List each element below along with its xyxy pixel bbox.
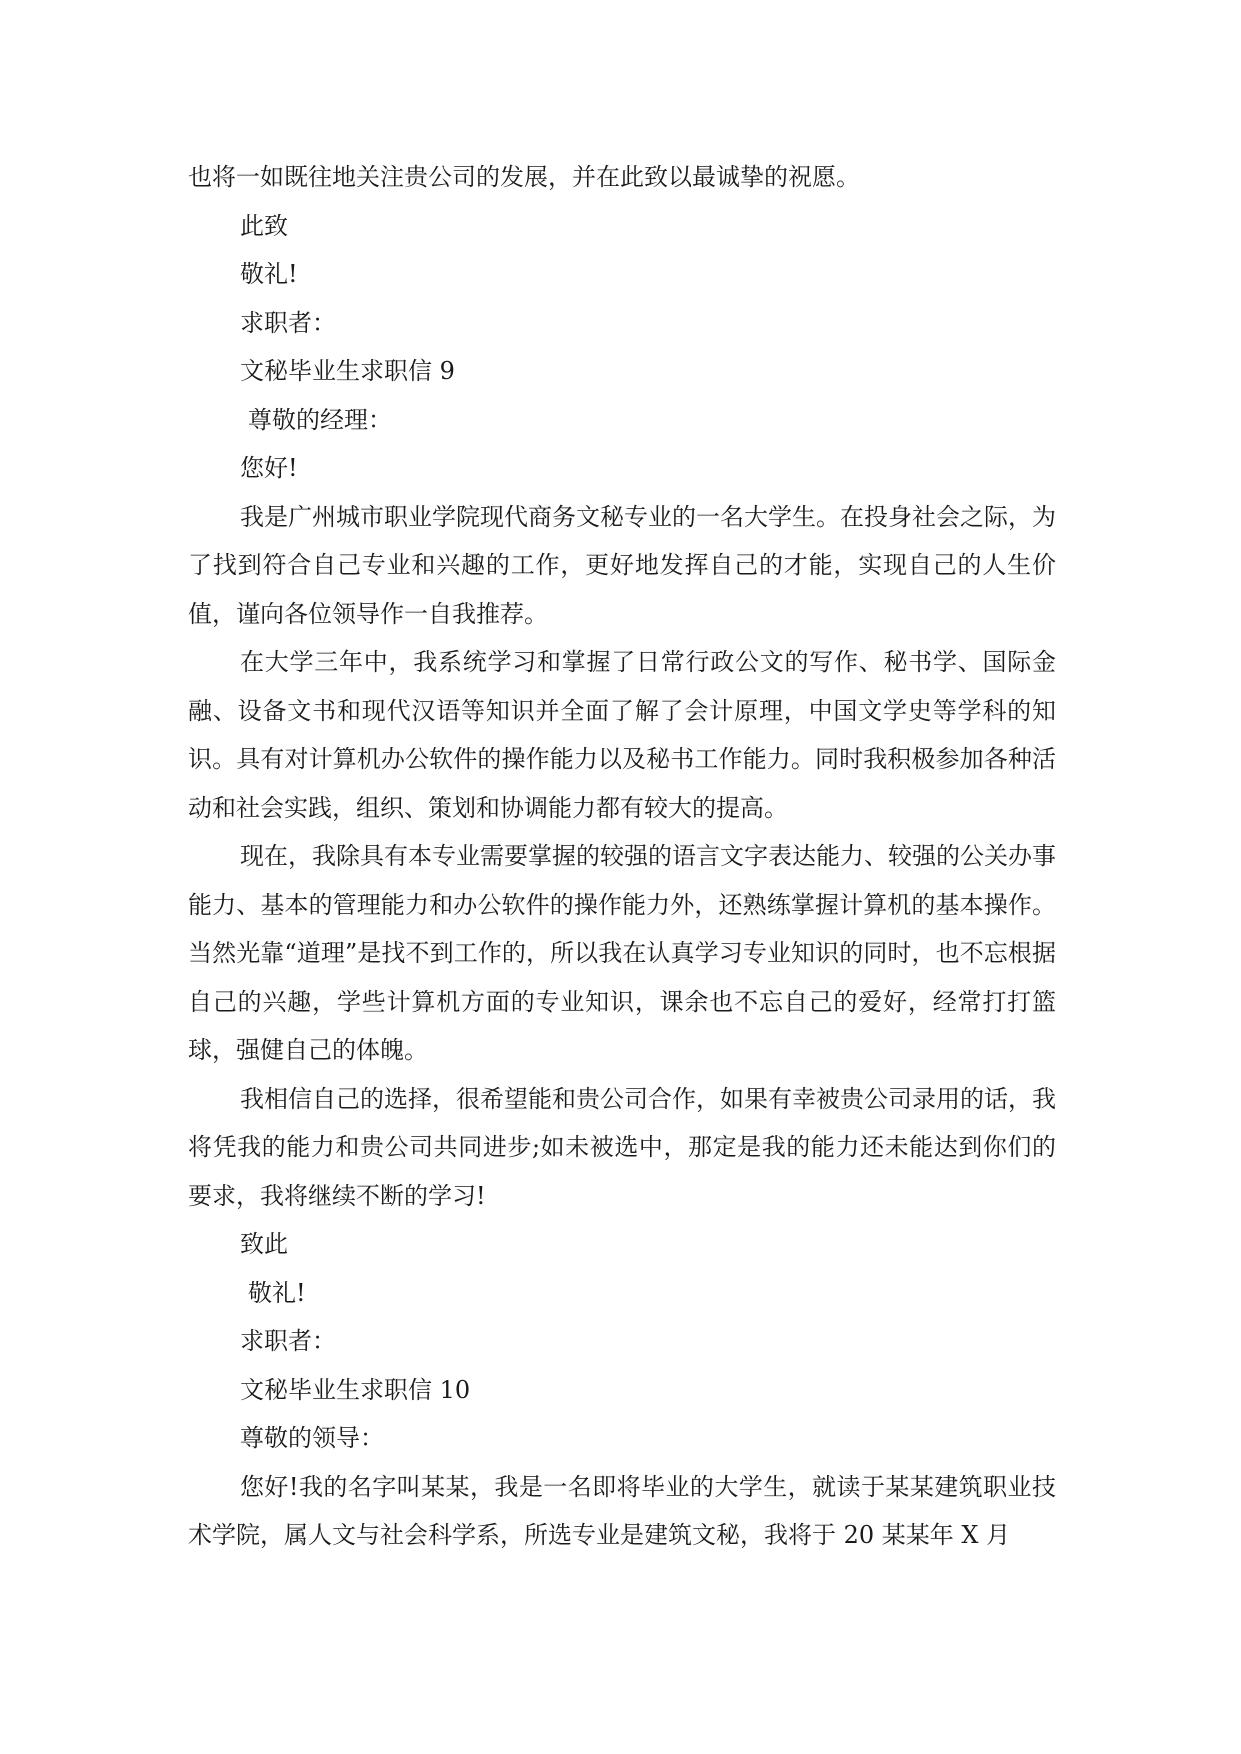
signature-applicant-2: 求职者： <box>240 1327 336 1355</box>
paragraph-study: 在大学三年中，我系统学习和掌握了日常行政公文的写作、秘书学、国际金融、设备文书和现代汉语等知识并全面了解了会计原理，中国文学史等学科的知识。具有对计算机办公软件的操作能力以及秘书工作能力。同时我积极参加各种活动和社会实践，组织、策划和协调能力都有较大的提高。 <box>188 648 1056 822</box>
salutation-zhici: 致此 <box>240 1230 288 1258</box>
paragraph-self-intro: 您好!我的名字叫某某，我是一名即将毕业的大学生，就读于某某建筑职业技术学院，属人文与社会科学系，所选专业是建筑文秘，我将于 20 某某年 X 月 <box>188 1472 1056 1549</box>
greeting-hello: 您好! <box>240 454 298 482</box>
salutation-cizhi: 此致 <box>240 211 288 240</box>
greeting-manager: 尊敬的经理： <box>248 405 392 434</box>
paragraph-hope: 我相信自己的选择，很希望能和贵公司合作，如果有幸被贵公司录用的话，我将凭我的能力和贵公司共同进步;如未被选中，那定是我的能力还未能达到你们的要求，我将继续不断的学习! <box>188 1084 1056 1210</box>
salutation-jingli-2: 敬礼! <box>248 1278 306 1307</box>
letter-title-10: 文秘毕业生求职信 10 <box>240 1375 471 1404</box>
greeting-leader: 尊敬的领导： <box>240 1424 384 1452</box>
document-body <box>188 153 1056 1560</box>
paragraph-closing-wish: 也将一如既往地关注贵公司的发展，并在此致以最诚挚的祝愿。 <box>188 163 860 191</box>
paragraph-intro: 我是广州城市职业学院现代商务文秘专业的一名大学生。在投身社会之际，为了找到符合自己专业和兴趣的工作，更好地发挥自己的才能，实现自己的人生价值，谨向各位领导作一自我推荐。 <box>188 502 1056 628</box>
paragraph-skills: 现在，我除具有本专业需要掌握的较强的语言文字表达能力、较强的公关办事能力、基本的管理能力和办公软件的操作能力外，还熟练掌握计算机的基本操作。当然光靠“道理”是找不到工作的，所以我在认真学习专业知识的同时，也不忘根据自己的兴趣，学些计算机方面的专业知识，课余也不忘自己的爱好，经常打打篮球，强健自己的体魄。 <box>188 842 1056 1064</box>
letter-title-9: 文秘毕业生求职信 9 <box>240 357 455 385</box>
salutation-jingli: 敬礼! <box>240 260 298 288</box>
signature-applicant: 求职者： <box>240 308 336 337</box>
